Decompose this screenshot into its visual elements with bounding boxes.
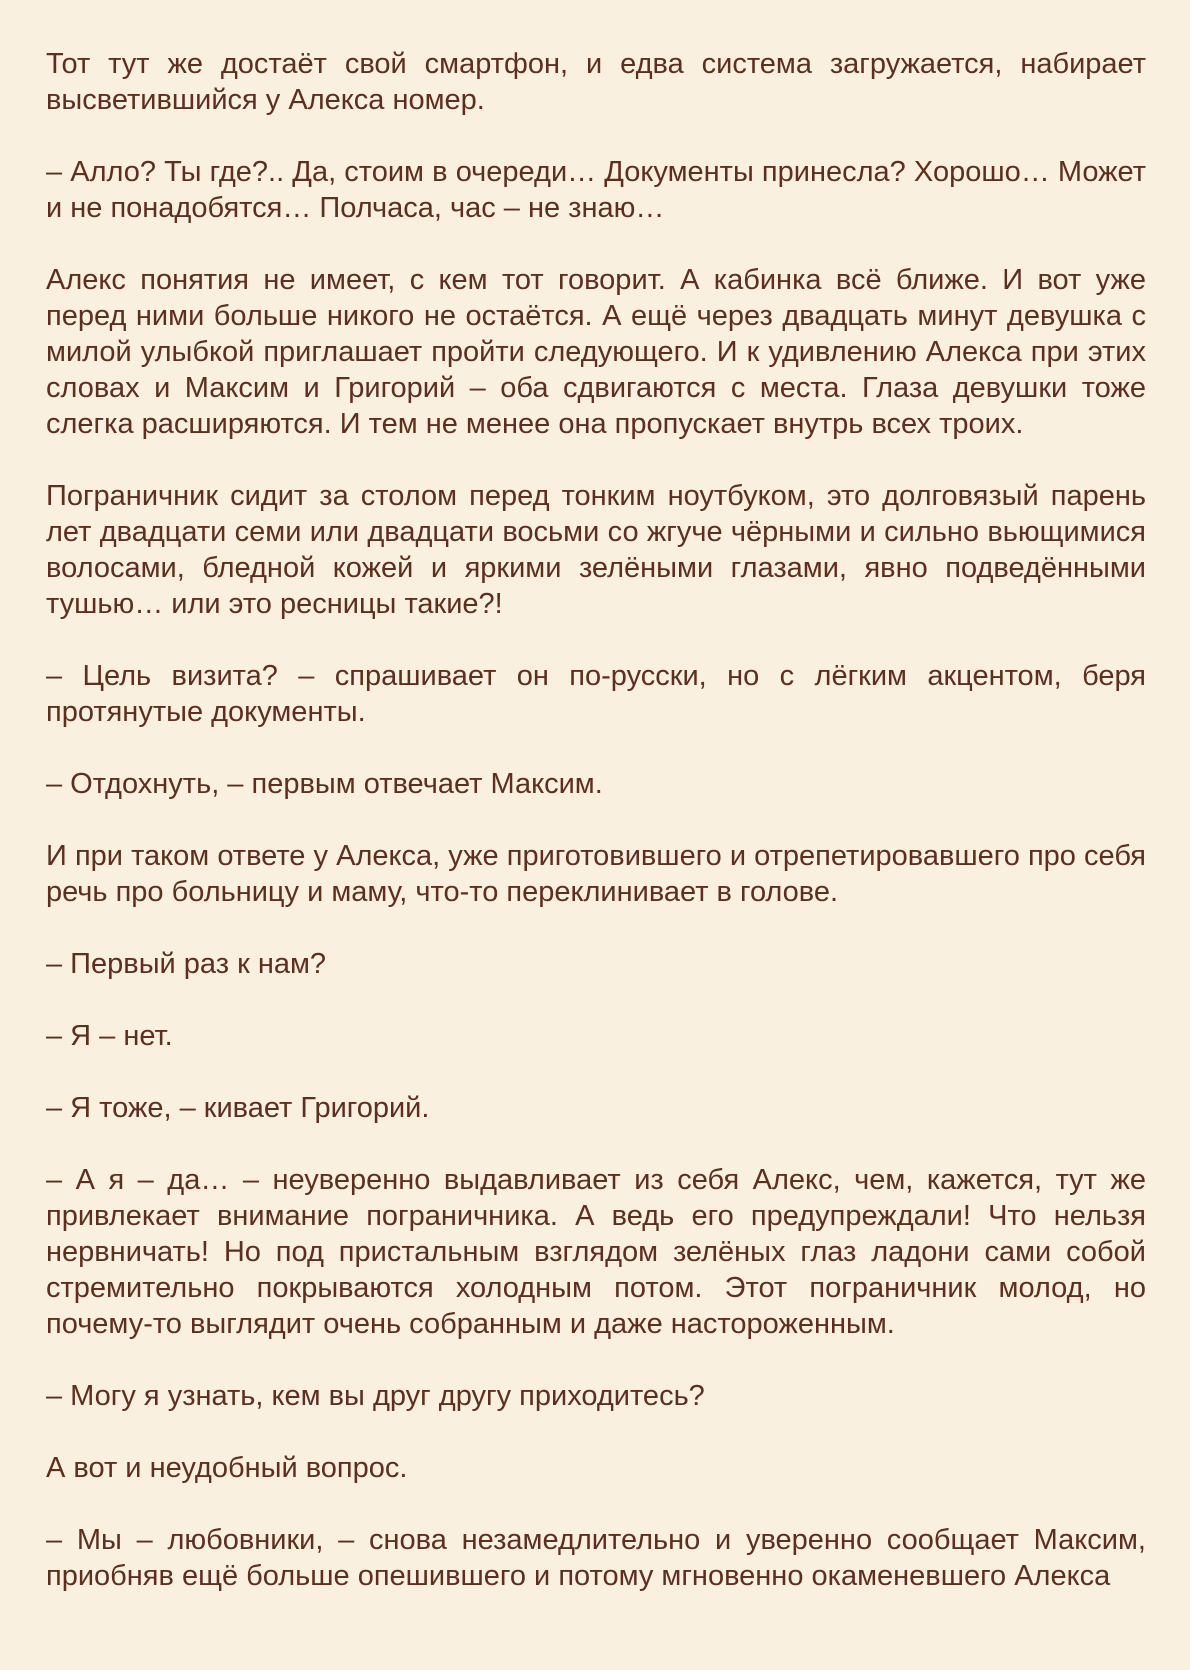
- document-page: [46, 46, 1146, 1594]
- paragraph-13: А вот и неудобный вопрос.: [46, 1452, 408, 1484]
- paragraph-5: – Цель визита? – спрашивает он по-русски, но с лёгким акцентом, беря протянутые документы.: [46, 660, 1146, 728]
- paragraph-2: – Алло? Ты где?.. Да, стоим в очереди… Документы принесла? Хорошо… Может и не понадобятся… Полчаса, час – не знаю…: [46, 156, 1146, 224]
- paragraph-12: – Могу я узнать, кем вы друг другу приходитесь?: [46, 1380, 705, 1412]
- paragraph-11: – А я – да… – неуверенно выдавливает из себя Алекс, чем, кажется, тут же привлекает внимание пограничника. А ведь его предупреждали! Что нельзя нервничать! Но под пристальным взглядом зелёных глаз ладони сами собой стремительно покрываются холодным потом. Этот пограничник молод, но почему-то выглядит очень собранным и даже настороженным.: [46, 1164, 1146, 1340]
- paragraph-4: Пограничник сидит за столом перед тонким ноутбуком, это долговязый парень лет двадцати семи или двадцати восьми со жгуче чёрными и сильно вьющимися волосами, бледной кожей и яркими зелёными глазами, явно подведёнными тушью… или это ресницы такие?!: [46, 480, 1146, 620]
- paragraph-7: И при таком ответе у Алекса, уже приготовившего и отрепетировавшего про себя речь про больницу и маму, что-то переклинивает в голове.: [46, 840, 1146, 908]
- paragraph-9: – Я – нет.: [46, 1020, 173, 1052]
- paragraph-6: – Отдохнуть, – первым отвечает Максим.: [46, 768, 603, 800]
- paragraph-1: Тот тут же достаёт свой смартфон, и едва система загружается, набирает высветившийся у Алекса номер.: [46, 48, 1146, 116]
- paragraph-10: – Я тоже, – кивает Григорий.: [46, 1092, 430, 1124]
- paragraph-14: – Мы – любовники, – снова незамедлительно и уверенно сообщает Максим, приобняв ещё больше опешившего и потому мгновенно окаменевшего Алекса: [46, 1524, 1146, 1592]
- paragraph-3: Алекс понятия не имеет, с кем тот говорит. А кабинка всё ближе. И вот уже перед ними больше никого не остаётся. А ещё через двадцать минут девушка с милой улыбкой приглашает пройти следующего. И к удивлению Алекса при этих словах и Максим и Григорий – оба сдвигаются с места. Глаза девушки тоже слегка расширяются. И тем не менее она пропускает внутрь всех троих.: [46, 264, 1146, 440]
- paragraph-8: – Первый раз к нам?: [46, 948, 327, 980]
